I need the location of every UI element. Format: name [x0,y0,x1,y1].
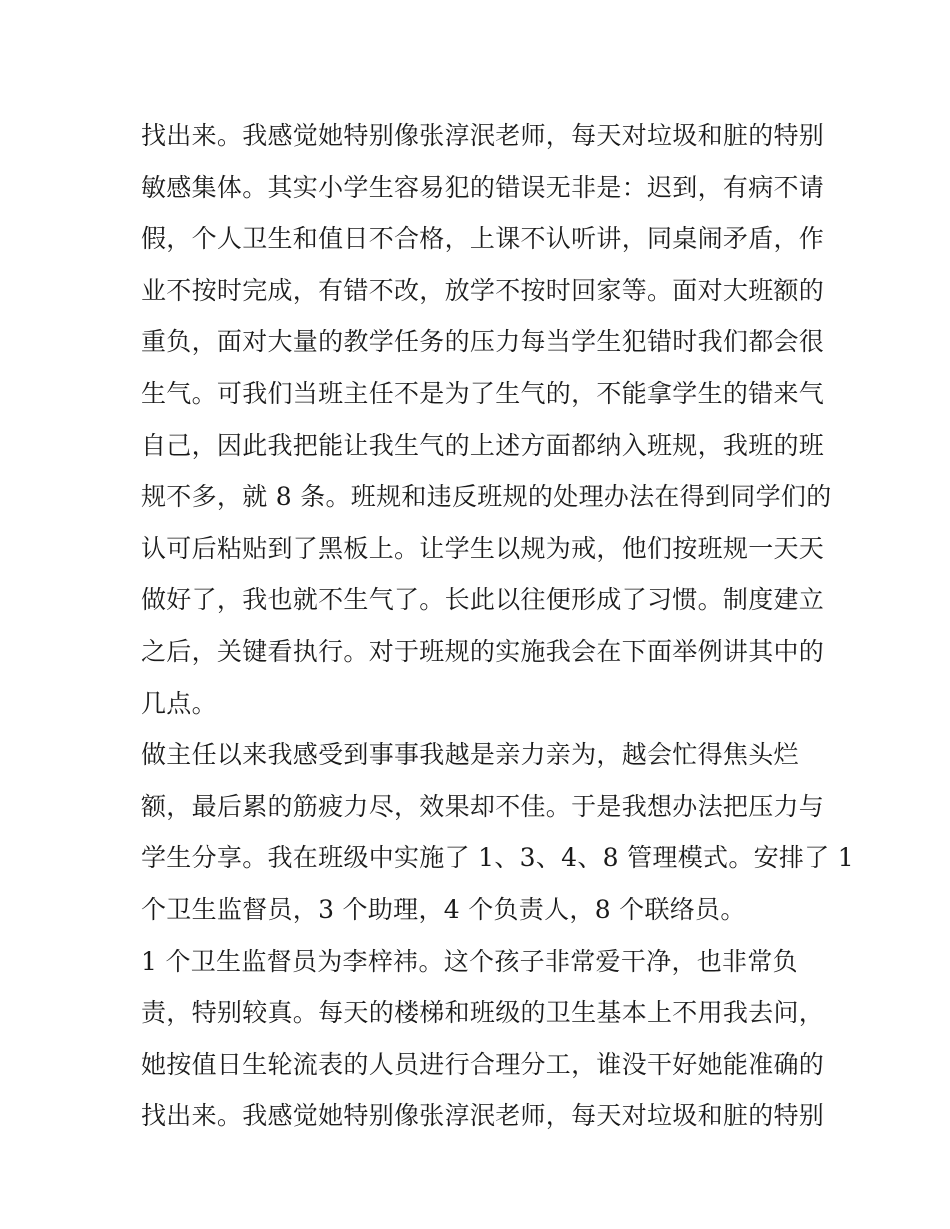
text-line: 个卫生监督员，3 个助理，4 个负责人，8 个联络员。 [141,894,746,924]
text-line: 自己，因此我把能让我生气的上述方面都纳入班规，我班的班 [141,430,825,460]
text-line: 找出来。我感觉她特别像张淳泯老师，每天对垃圾和脏的特别 [141,1101,825,1131]
text-line: 学生分享。我在班级中实施了 1、3、4、8 管理模式。安排了 1 [141,843,854,873]
text-line: 业不按时完成，有错不改，放学不按时回家等。面对大班额的 [141,275,825,305]
text-line: 责，特别较真。每天的楼梯和班级的卫生基本上不用我去问， [141,998,825,1028]
text-line: 她按值日生轮流表的人员进行合理分工，谁没干好她能准确的 [141,1049,825,1079]
text-line: 生气。可我们当班主任不是为了生气的，不能拿学生的错来气 [141,378,825,408]
text-line: 做主任以来我感受到事事我越是亲力亲为，越会忙得焦头烂 [141,740,799,770]
body-text [141,110,854,1142]
text-line: 找出来。我感觉她特别像张淳泯老师，每天对垃圾和脏的特别 [141,121,825,150]
text-line: 假，个人卫生和值日不合格，上课不认听讲，同桌闹矛盾，作 [141,224,825,254]
text-line: 1 个卫生监督员为李梓祎。这个孩子非常爱干净，也非常负 [141,946,798,976]
text-line: 几点。 [141,688,217,718]
text-line: 额，最后累的筋疲力尽，效果却不佳。于是我想办法把压力与 [141,791,825,821]
text-line: 认可后粘贴到了黑板上。让学生以规为戒，他们按班规一天天 [141,533,825,563]
text-line: 之后，关键看执行。对于班规的实施我会在下面举例讲其中的 [141,636,825,666]
text-line: 规不多，就 8 条。班规和违反班规的处理办法在得到同学们的 [141,482,832,512]
text-line: 重负，面对大量的教学任务的压力每当学生犯错时我们都会很 [141,327,825,357]
text-line: 敏感集体。其实小学生容易犯的错误无非是：迟到，有病不请 [141,172,825,202]
text-line: 做好了，我也就不生气了。长此以往便形成了习惯。制度建立 [141,585,825,615]
